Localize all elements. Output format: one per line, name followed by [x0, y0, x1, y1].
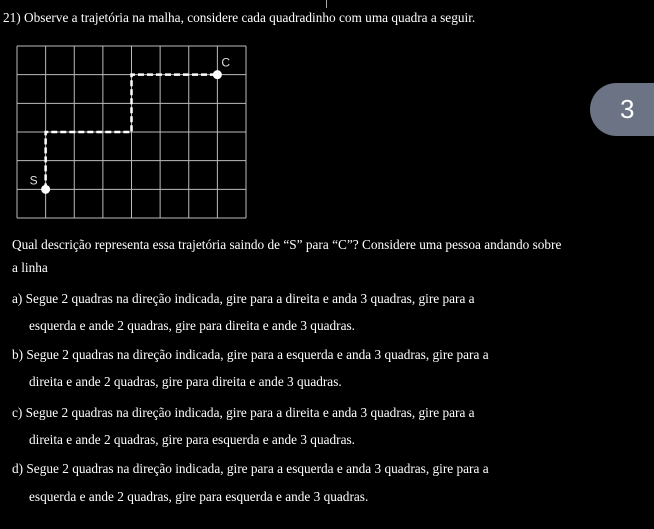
option-c-cont: direita e ande 2 quadras, gire para esquerda e ande 3 quadras.: [29, 432, 355, 447]
page-number-badge[interactable]: 3: [590, 83, 654, 136]
option-b[interactable]: b) Segue 2 quadras na direção indicada, gire para a esquerda e anda 3 quadras, gire para a: [12, 347, 489, 362]
option-b-cont: direita e ande 2 quadras, gire para direita e ande 3 quadras.: [29, 374, 342, 389]
start-point: [41, 185, 50, 194]
option-d-cont: esquerda e ande 2 quadras, gire para esquerda e ande 3 quadras.: [29, 489, 369, 504]
trajectory-grid: [0, 0, 260, 230]
option-c[interactable]: c) Segue 2 quadras na direção indicada, gire para a direita e anda 3 quadras, gire para a: [12, 405, 475, 420]
question-prompt-cont: a linha: [12, 260, 48, 275]
option-a[interactable]: a) Segue 2 quadras na direção indicada, gire para a direita e anda 3 quadras, gire para a: [12, 291, 475, 306]
option-d[interactable]: d) Segue 2 quadras na direção indicada, gire para a esquerda e anda 3 quadras, gire para a: [12, 461, 489, 476]
question-prompt: Qual descrição representa essa trajetória saindo de “S” para “C”? Considere uma pessoa andando sobre: [12, 237, 562, 252]
top-marker: [326, 0, 327, 8]
end-point: [213, 70, 222, 79]
end-label: C: [221, 55, 231, 70]
start-label: S: [29, 173, 38, 188]
question-title: 21) Observe a trajetória na malha, considere cada quadradinho com uma quadra a seguir.: [3, 10, 476, 25]
option-a-cont: esquerda e ande 2 quadras, gire para direita e ande 3 quadras.: [29, 318, 355, 333]
